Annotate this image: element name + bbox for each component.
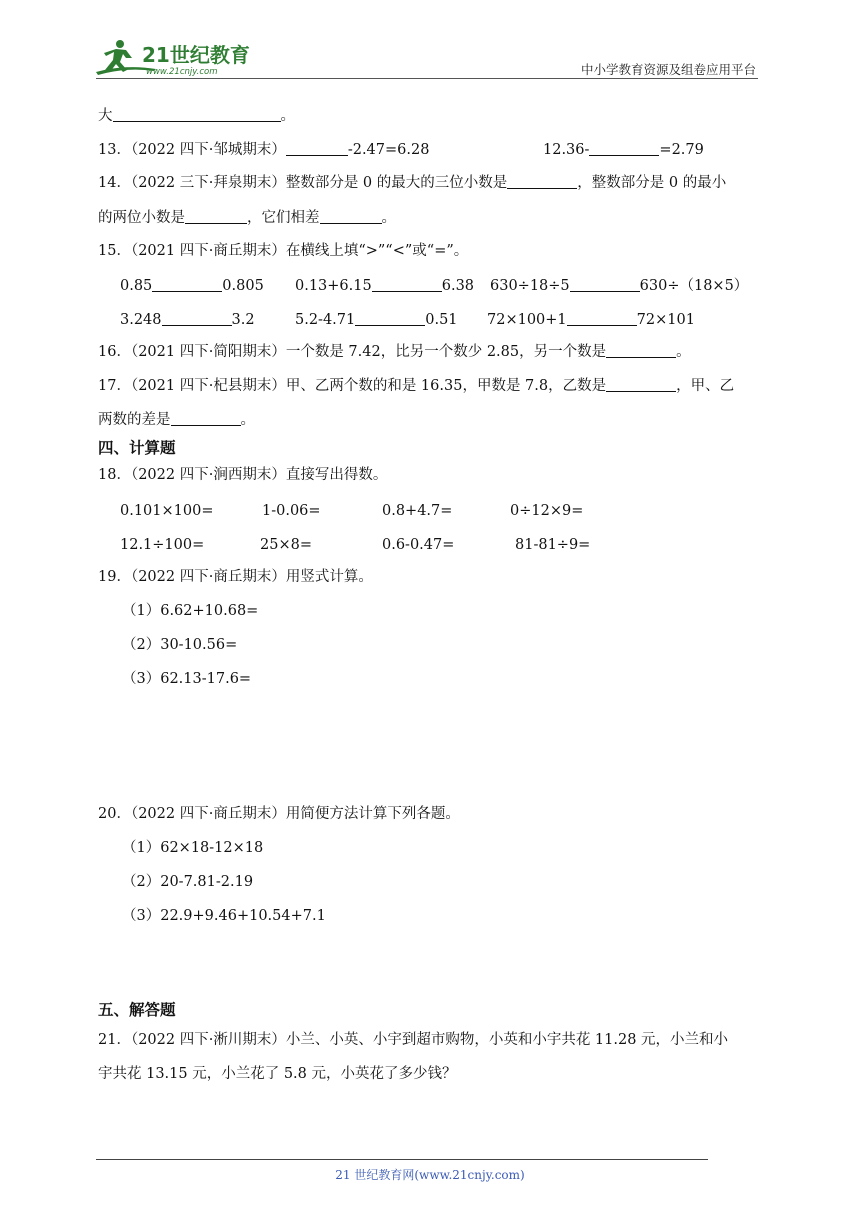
sub-item: （1）6.62+10.68=: [122, 603, 259, 619]
question-19: [98, 567, 373, 587]
answer-blank[interactable]: [589, 142, 659, 156]
question-13: [98, 140, 429, 160]
section-heading: 五、解答题: [98, 1001, 176, 1019]
logo-text: 21世纪教育: [142, 43, 250, 67]
oral-calc-item: 25×8=: [260, 537, 312, 553]
question-source: （2021 四下·商丘期末）: [130, 243, 286, 259]
sub-item: （1）62×18-12×18: [122, 840, 264, 856]
question-18: [98, 465, 387, 485]
compare-item: [120, 310, 255, 330]
question-text: 在横线上填“>”“<”或“=”。: [285, 243, 469, 259]
compare-right: 6.38: [441, 278, 475, 294]
question-text: 整数部分是 0 的最大的三位小数是: [285, 175, 508, 191]
question-text: 甲、乙两个数的和是 16.35，甲数是 7.8，乙数是: [285, 378, 607, 394]
compare-left: 5.2-4.71: [295, 312, 356, 328]
sub-item: （2）30-10.56=: [122, 637, 238, 653]
sub-item: （2）20-7.81-2.19: [122, 874, 254, 890]
question-source: （2021 四下·简阳期末）: [130, 344, 286, 360]
header-platform-text: 中小学教育资源及组卷应用平台: [580, 62, 756, 77]
compare-item: [295, 310, 458, 330]
question-text: 直接写出得数。: [285, 467, 388, 483]
question-source: （2022 四下·邹城期末）: [130, 142, 286, 158]
sub-item: （3）62.13-17.6=: [122, 671, 252, 687]
question-17: [98, 376, 734, 396]
compare-left: 0.85: [120, 278, 153, 294]
q13-expression-b-pre: 12.36-: [543, 142, 590, 158]
question-text: ，它们相差: [247, 210, 320, 226]
compare-left: 72×100+1: [487, 312, 567, 328]
answer-blank[interactable]: [507, 175, 577, 189]
answer-blank[interactable]: [606, 344, 676, 358]
compare-left: 0.13+6.15: [295, 278, 372, 294]
compare-right: 72×101: [636, 312, 695, 328]
q12-tail: [98, 106, 295, 126]
site-logo: [96, 36, 266, 80]
answer-blank[interactable]: [162, 312, 232, 326]
section-heading: 四、计算题: [98, 439, 176, 457]
q12-tail-end: 。: [280, 108, 295, 124]
question-source: （2022 四下·淅川期末）: [130, 1032, 286, 1048]
compare-left: 630÷18÷5: [490, 278, 570, 294]
question-text: 一个数是 7.42，比另一个数少 2.85，另一个数是: [285, 344, 607, 360]
question-source: （2022 四下·涧西期末）: [130, 467, 286, 483]
question-20: [98, 804, 460, 824]
question-text: 用竖式计算。: [285, 569, 373, 585]
oral-calc-item: 0÷12×9=: [510, 503, 584, 519]
question-17-line-2: [98, 410, 255, 430]
compare-left: 3.248: [120, 312, 162, 328]
question-source: （2022 三下·拜泉期末）: [130, 175, 286, 191]
footer-divider: [96, 1159, 708, 1160]
header-divider: [96, 78, 758, 79]
question-16: [98, 342, 691, 362]
question-text: 两数的差是: [98, 412, 171, 428]
compare-item: [120, 276, 264, 296]
oral-calc-item: 81-81÷9=: [515, 537, 591, 553]
question-number: 16．: [98, 344, 131, 360]
answer-blank[interactable]: [286, 142, 348, 156]
question-14: [98, 173, 726, 193]
q13-expression-b-post: =2.79: [659, 142, 704, 158]
question-text: 用简便方法计算下列各题。: [285, 806, 460, 822]
oral-calc-item: 1-0.06=: [262, 503, 321, 519]
footer-link[interactable]: 21 世纪教育网(www.21cnjy.com): [335, 1168, 525, 1182]
question-source: （2021 四下·杞县期末）: [130, 378, 286, 394]
q12-tail-text: 大: [98, 108, 113, 124]
question-source: （2022 四下·商丘期末）: [130, 806, 286, 822]
compare-right: 630÷（18×5）: [639, 278, 749, 294]
question-source: （2022 四下·商丘期末）: [130, 569, 286, 585]
answer-blank[interactable]: [567, 312, 637, 326]
question-number: 18．: [98, 467, 131, 483]
oral-calc-item: 0.6-0.47=: [382, 537, 455, 553]
question-21-line-2: 宇共花 13.15 元，小兰花了 5.8 元，小英花了多少钱？: [98, 1066, 457, 1082]
question-number: 14．: [98, 175, 131, 191]
compare-item: [295, 276, 474, 296]
oral-calc-item: 12.1÷100=: [120, 537, 205, 553]
question-13-part-b: [543, 140, 704, 160]
question-number: 15．: [98, 243, 131, 259]
question-15: [98, 241, 468, 261]
oral-calc-item: 0.101×100=: [120, 503, 214, 519]
answer-blank[interactable]: [152, 278, 222, 292]
answer-blank[interactable]: [185, 210, 247, 224]
compare-item: [487, 310, 695, 330]
question-text: 。: [676, 344, 691, 360]
question-text: 。: [381, 210, 396, 226]
answer-blank[interactable]: [570, 278, 640, 292]
question-14-line-2: [98, 208, 396, 228]
sub-item: （3）22.9+9.46+10.54+7.1: [122, 908, 326, 924]
question-text: 的两位小数是: [98, 210, 185, 226]
question-number: 17．: [98, 378, 131, 394]
question-text: 。: [240, 412, 255, 428]
answer-blank[interactable]: [355, 312, 425, 326]
answer-blank[interactable]: [171, 412, 241, 426]
answer-blank[interactable]: [320, 210, 382, 224]
question-number: 20．: [98, 806, 131, 822]
logo-url: www.21cnjy.com: [146, 67, 218, 77]
question-number: 19．: [98, 569, 131, 585]
oral-calc-item: 0.8+4.7=: [382, 503, 453, 519]
answer-blank[interactable]: [606, 378, 676, 392]
question-text: 小兰、小英、小宇到超市购物，小英和小宇共花 11.28 元，小兰和小: [285, 1032, 729, 1048]
question-number: 21．: [98, 1032, 131, 1048]
question-number: 13．: [98, 142, 131, 158]
question-text: ，整数部分是 0 的最小: [577, 175, 727, 191]
q13-expression-a: -2.47=6.28: [347, 142, 430, 158]
compare-right: 3.2: [231, 312, 255, 328]
compare-right: 0.805: [222, 278, 264, 294]
question-text: ，甲、乙: [676, 378, 735, 394]
answer-blank[interactable]: [113, 108, 281, 122]
answer-blank[interactable]: [372, 278, 442, 292]
question-21: [98, 1030, 728, 1050]
compare-right: 0.51: [425, 312, 458, 328]
compare-item: [490, 276, 748, 296]
